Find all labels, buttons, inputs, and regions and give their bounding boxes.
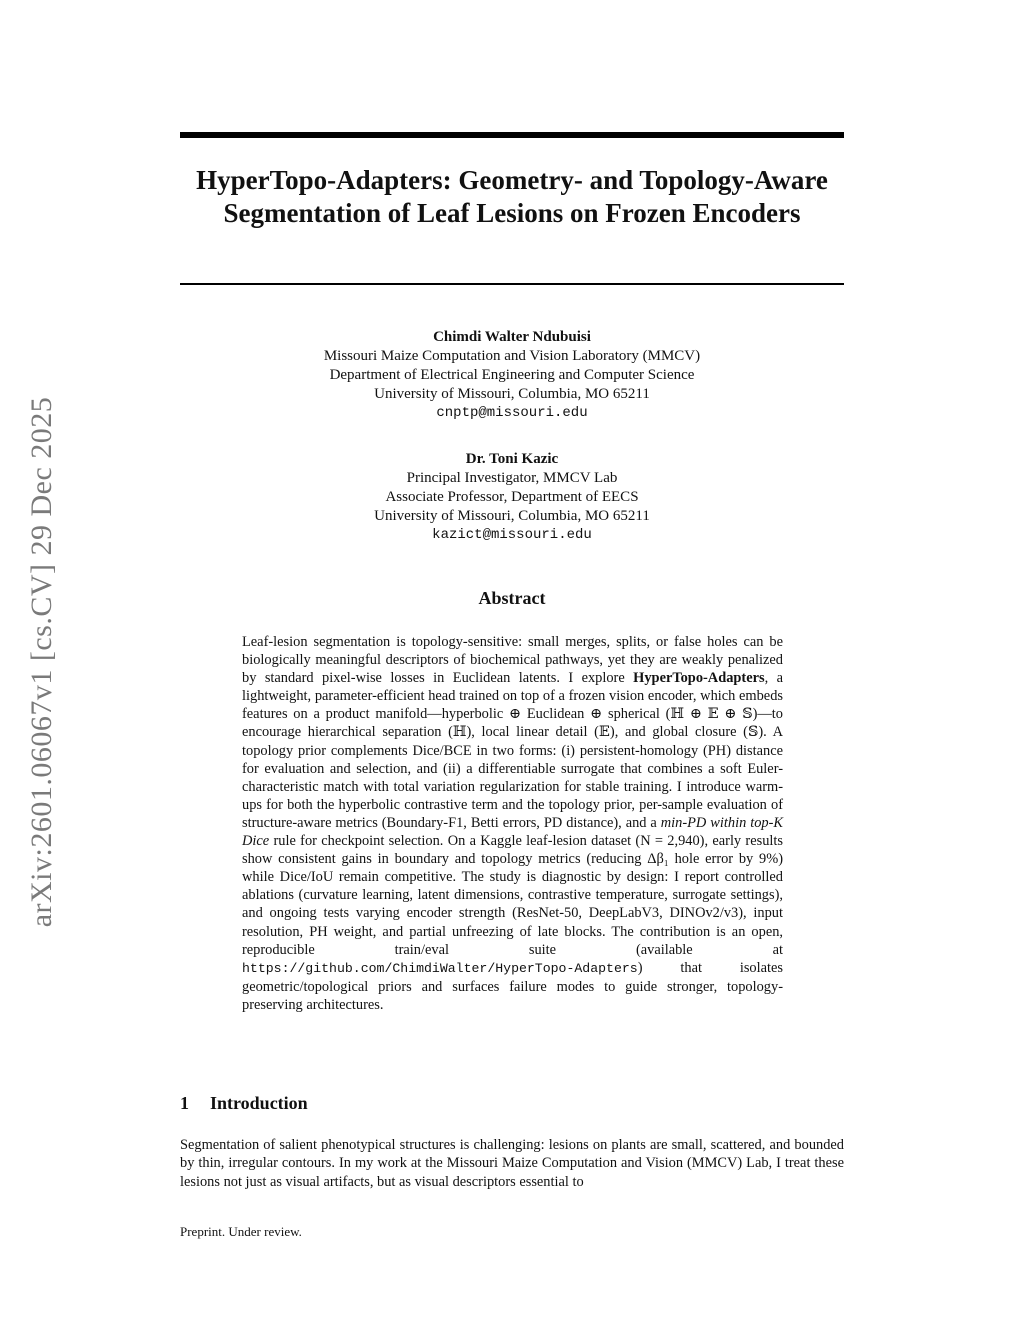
author-name: Dr. Toni Kazic [465, 451, 559, 467]
author-affiliation: Department of Electrical Engineering and Computer Science [329, 367, 695, 383]
author-affiliation: University of Missouri, Columbia, MO 65211 [374, 508, 650, 524]
footer-note: Preprint. Under review. [180, 1224, 302, 1239]
abstract-text [242, 633, 783, 1014]
paper-title: HyperTopo-Adapters: Geometry- and Topology-Aware Segmentation of Leaf Lesions on Frozen Encoders [196, 165, 828, 228]
abstract-part: ) that isolates geometric/topological priors and surfaces failure modes to guide stronger, topology-preserving architectures. [242, 959, 783, 1013]
author-affiliation: Principal Investigator, MMCV Lab [406, 470, 618, 486]
author-name: Chimdi Walter Ndubuisi [433, 329, 591, 345]
abstract-part: , a lightweight, parameter-efficient head trained on top of a frozen vision encoder, which embeds features on a product manifold—hyperbolic ⊕ Euclidean ⊕ spherical (ℍ ⊕ 𝔼 ⊕ 𝕊)—to encourage hierarchical separation (ℍ), local linear detail (𝔼), and global closure (𝕊). A topology prior complements Dice/BCE in two forms: (i) persistent-homology (PH) distance for evaluation and selection, and (ii) a differentiable surrogate that combines a soft Euler-characteristic match with total variation regularization for stable training. I introduce warm-ups for both the hyperbolic contrastive term and the topology prior, per-sample evaluation of structure-aware metrics (Boundary-F1, Betti errors, PD distance), and a [242, 670, 783, 831]
author-affiliation: Missouri Maize Computation and Vision Laboratory (MMCV) [323, 348, 701, 364]
section-title: Introduction [210, 1093, 308, 1113]
arxiv-stamp: arXiv:2601.06067v1 [cs.CV] 29 Dec 2025 [25, 396, 58, 928]
intro-text: Segmentation of salient phenotypical structures is challenging: lesions on plants are small, scattered, and bounded by thin, irregular contours. In my work at the Missouri Maize Computation and Vision (MMCV) Lab, I treat these lesions not just as visual artifacts, but as visual descriptors essential to [180, 1137, 844, 1190]
title-bottom-rule [180, 283, 844, 285]
title-top-rule [180, 132, 844, 138]
method-name: HyperTopo-Adapters [633, 670, 765, 687]
author-block-2 [180, 450, 844, 545]
repo-link[interactable]: https://github.com/ChimdiWalter/HyperTopo-Adapters [242, 960, 638, 976]
author-affiliation: University of Missouri, Columbia, MO 65211 [374, 386, 650, 402]
author-affiliation: Associate Professor, Department of EECS [385, 489, 639, 505]
selection-rule: min-PD within top-K Dice [242, 814, 783, 850]
abstract-heading: Abstract [478, 588, 546, 608]
author-email: kazict@missouri.edu [432, 527, 592, 543]
author-email: cnptp@missouri.edu [436, 405, 588, 421]
author-block-1 [180, 328, 844, 423]
section-number: 1 [180, 1093, 189, 1113]
section-heading [180, 1093, 844, 1114]
abstract-part: rule for checkpoint selection. On a Kaggle leaf-lesion dataset (N = 2,940), early results show consistent gains in boundary and topology metrics (reducing Δβ₁ hole error by 9%) while Dice/IoU remain competitive. The study is diagnostic by design: I report controlled ablations (curvature learning, latent dimensions, contrastive temperature, surrogate settings), and ongoing tests varying encoder strength (ResNet-50, DeepLabV3, DINOv2/v3), input resolution, PH weight, and partial unfreezing of late blocks. The contribution is an open, reproducible train/eval suite (available at [242, 833, 784, 958]
abstract-part: Leaf-lesion segmentation is topology-sensitive: small merges, splits, or false holes can be biologically meaningful descriptors of biochemical pathways, yet they are weakly penalized by standard pixel-wise losses in Euclidean latents. I explore [242, 634, 783, 687]
